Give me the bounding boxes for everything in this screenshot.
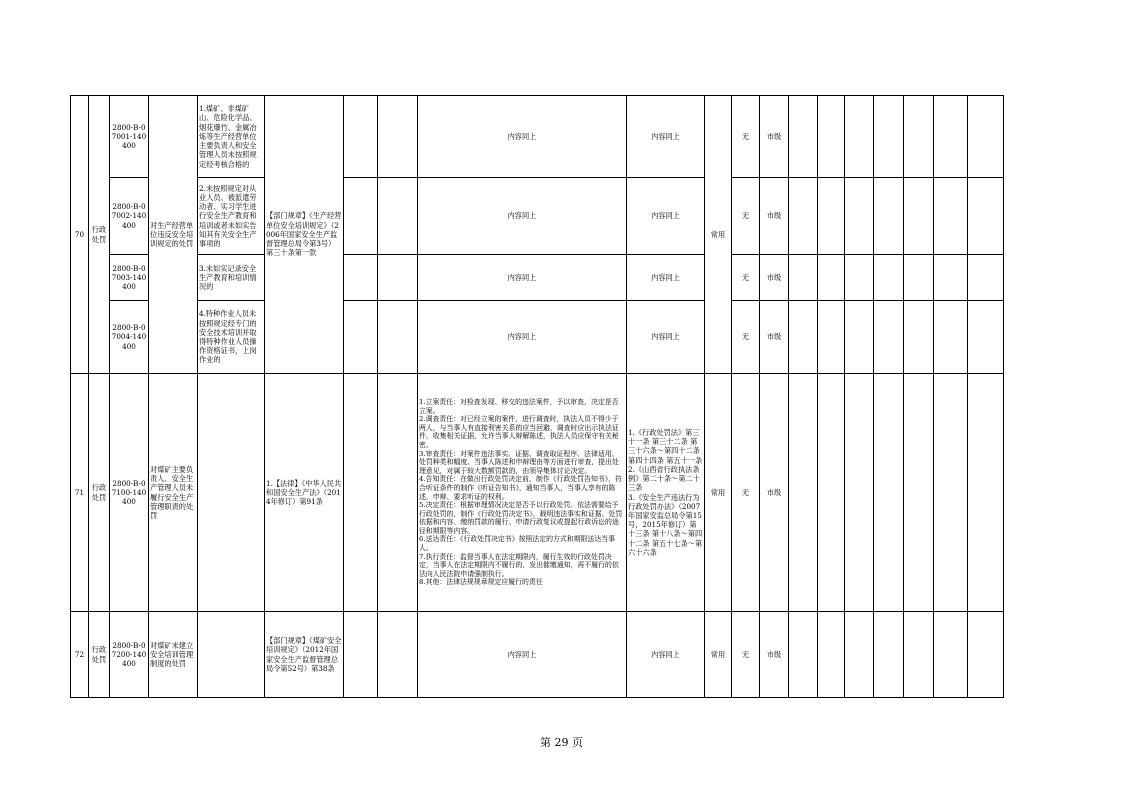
responsibility: 内容同上 (418, 178, 627, 255)
sub-item: 1.煤矿、非煤矿山、危险化学品、烟花爆竹、金属冶炼等生产经营单位主要负责人和安全管理人员未按照规定经考核合格的 (198, 96, 265, 178)
responsibility: 内容同上 (418, 301, 627, 374)
power-type: 行政处罚 (89, 612, 110, 698)
empty-cell (344, 255, 378, 301)
legal-basis: 1.【法律】《中华人民共和国安全生产法》（2014年修订）第91条 (265, 374, 344, 612)
responsibility-basis: 内容同上 (627, 178, 705, 255)
empty-cell (344, 178, 378, 255)
page-number: 第 29 页 (540, 736, 583, 749)
empty-cell (344, 374, 378, 612)
item-name: 对煤矿未建立安全培训管理制度的处罚 (149, 612, 198, 698)
level: 市级 (760, 178, 789, 255)
power-type: 行政处罚 (89, 374, 110, 612)
empty-cell (378, 612, 418, 698)
table-row (71, 301, 1004, 374)
empty-cell (378, 374, 418, 612)
sub-item: 3.未如实记录安全生产教育和培训情况的 (198, 255, 265, 301)
table-row (71, 96, 1004, 178)
none-marker: 无 (732, 612, 760, 698)
item-code: 2800-B-07003-140400 (110, 255, 149, 301)
authority-table (70, 95, 1004, 698)
level: 市级 (760, 374, 789, 612)
responsibility: 1.立案责任：对检查发现、移交的违法案件，予以审查，决定是否立案。 2.调查责任：对已经立案的案件，进行调查时，执法人员不得少于两人，与当事人有直接利害关系的应当回避，调查时应出示执法证件，收集相关证据，允许当事人辩解陈述，执法人员应保守有关秘密。 3.审查责任：对案件违法事实、证据、调查取证程序、法律适用、处罚种类和幅度、当事人陈述和申辩理由等方面进行审查，提出处理意见，对属于较大数额罚款的，由领导集体讨论决定。 4.告知责任：在做出行政处罚决定前，制作《行政处罚告知书》，符合听证条件的制作《听证告知书》，通知当事人，当事人享有的陈述、申辩、要求听证的权利。 5.决定责任：根据审理情况决定是否予以行政处罚。依法需要给予行政处罚的，制作《行政处罚决定书》，载明违法事实和证据、处罚依据和内容、缴纳罚款的履行、申请行政复议或提起行政诉讼的途径和期限等内容。 6.送达责任：《行政处罚决定书》按照法定的方式和期限送达当事人。 7.执行责任：监督当事人在法定期限内，履行生效的行政处罚决定，当事人在法定期限内不履行的，发出催缴通知，再不履行的依法向人民法院申请强制执行。 8.其他：法律法规规章规定应履行的责任 (418, 374, 627, 612)
none-marker: 无 (732, 96, 760, 178)
responsibility-basis: 1.《行政处罚法》第三十一条 第三十二条 第三十六条～第四十二条 第四十四条 第五十一条 2.《山西省行政执法条例》第二十条～第二十三条 3.《安全生产违法行为行政处罚办法》（2007年国家安监总局令第15号，2015年修订）第十三条 第十八条～第四十二条 第五十七条～第六十六条 (627, 374, 705, 612)
responsibility-basis: 内容同上 (627, 612, 705, 698)
empty-cell (344, 612, 378, 698)
responsibility-basis: 内容同上 (627, 255, 705, 301)
responsibility-basis: 内容同上 (627, 301, 705, 374)
item-name: 对煤矿主要负责人、安全生产管理人员未履行安全生产管理职责的处罚 (149, 374, 198, 612)
none-marker: 无 (732, 301, 760, 374)
none-marker: 无 (732, 374, 760, 612)
responsibility: 内容同上 (418, 255, 627, 301)
responsibility: 内容同上 (418, 612, 627, 698)
row-number: 71 (71, 374, 89, 612)
empty-cell (344, 301, 378, 374)
responsibility-basis: 内容同上 (627, 96, 705, 178)
empty-cell (378, 255, 418, 301)
none-marker: 无 (732, 178, 760, 255)
level: 市级 (760, 612, 789, 698)
power-type: 行政处罚 (89, 96, 110, 374)
row-number: 72 (71, 612, 89, 698)
legal-basis: 【部门规章】《生产经营单位安全培训规定》（2006年国家安全生产监督管理总局令第3号）第三十条第一款 (265, 96, 344, 374)
level: 市级 (760, 301, 789, 374)
table-row (71, 374, 1004, 612)
item-name: 对生产经营单位违反安全培训规定的处罚 (149, 96, 198, 374)
empty-cell (378, 301, 418, 374)
empty-cell (344, 96, 378, 178)
frequency: 常用 (705, 612, 732, 698)
empty-cell (198, 374, 265, 612)
item-code: 2800-B-07200-140400 (110, 612, 149, 698)
responsibility: 内容同上 (418, 96, 627, 178)
legal-basis: 【部门规章】《煤矿安全培训规定》（2012年国家安全生产监督管理总局令第52号）第38条 (265, 612, 344, 698)
table-row (71, 612, 1004, 698)
item-code: 2800-B-07004-140400 (110, 301, 149, 374)
table-row (71, 255, 1004, 301)
empty-cell (378, 96, 418, 178)
frequency: 常用 (705, 96, 732, 374)
empty-cell (378, 178, 418, 255)
level: 市级 (760, 255, 789, 301)
empty-cell (198, 612, 265, 698)
row-number: 70 (71, 96, 89, 374)
frequency: 常用 (705, 374, 732, 612)
level: 市级 (760, 96, 789, 178)
table-row (71, 178, 1004, 255)
item-code: 2800-B-07002-140400 (110, 178, 149, 255)
item-code: 2800-B-07001-140400 (110, 96, 149, 178)
sub-item: 2.未按照规定对从业人员、被派遣劳动者、实习学生进行安全生产教育和培训或者未如实告知其有关安全生产事项的 (198, 178, 265, 255)
none-marker: 无 (732, 255, 760, 301)
sub-item: 4.特种作业人员未按照规定经专门的安全技术培训并取得特种作业人员操作资格证书，上岗作业的 (198, 301, 265, 374)
item-code: 2800-B-07100-140400 (110, 374, 149, 612)
